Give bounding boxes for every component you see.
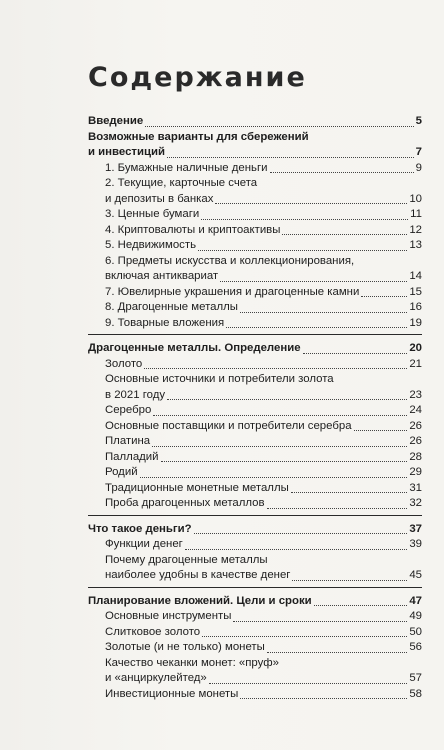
toc-entry-line: Возможные варианты для сбережений — [88, 130, 309, 143]
toc-entry[interactable] — [88, 223, 422, 239]
dot-leader — [226, 326, 407, 328]
toc-entry-title: Палладий — [105, 450, 159, 463]
dot-leader — [267, 651, 408, 653]
toc-entry[interactable] — [88, 419, 422, 435]
toc-entry[interactable] — [88, 434, 422, 450]
toc-entry-title: Планирование вложений. Цели и сроки — [88, 594, 312, 607]
toc-page-number: 19 — [409, 316, 422, 329]
toc-entry[interactable] — [88, 496, 422, 512]
toc-section — [88, 594, 422, 706]
toc-entry[interactable] — [88, 357, 422, 373]
toc-entry[interactable] — [88, 403, 422, 419]
dot-leader — [233, 620, 407, 622]
toc-entry[interactable] — [88, 594, 422, 610]
toc-section — [88, 341, 422, 516]
toc-entry-title: Золото — [105, 357, 143, 370]
dot-leader — [303, 352, 408, 354]
toc-page-number: 58 — [409, 687, 422, 700]
toc-entry-title: Платина — [105, 435, 151, 447]
toc-entry-title: Серебро — [105, 404, 152, 416]
toc-entry-title: Проба драгоценных металлов — [105, 497, 265, 509]
toc-entry-line: Основные источники и потребители золота — [105, 373, 334, 385]
table-of-contents — [88, 114, 422, 711]
toc-entry-title: Инвестиционные монеты — [105, 687, 239, 700]
toc-entry-title: наиболее удобны в качестве денег — [105, 569, 291, 581]
toc-page-number: 26 — [409, 419, 422, 432]
toc-entry[interactable] — [88, 671, 422, 687]
toc-page-number: 28 — [409, 450, 422, 463]
dot-leader — [267, 507, 408, 509]
toc-entry[interactable] — [88, 192, 422, 208]
toc-entry-title: и инвестиций — [88, 146, 166, 158]
toc-entry-line: Качество чеканки монет: «пруф» — [105, 656, 279, 669]
toc-entry-title: Родий — [105, 466, 138, 478]
toc-page-number: 56 — [409, 641, 422, 653]
dot-leader — [220, 280, 407, 282]
toc-entry[interactable] — [88, 114, 422, 130]
toc-entry-title: 8. Драгоценные металлы — [105, 301, 238, 313]
toc-page-number: 29 — [409, 466, 422, 478]
toc-page-number: 39 — [409, 538, 422, 550]
toc-page-number: 10 — [409, 192, 422, 205]
toc-page-number: 31 — [409, 481, 422, 494]
dot-leader — [361, 295, 407, 297]
dot-leader — [314, 604, 408, 606]
dot-leader — [354, 429, 408, 431]
dot-leader — [270, 171, 414, 173]
toc-entry-title: включая антиквариат — [105, 270, 219, 282]
toc-page-number: 16 — [409, 301, 422, 313]
toc-entry[interactable] — [88, 465, 422, 481]
toc-entry[interactable] — [88, 161, 422, 177]
toc-section — [88, 522, 422, 588]
toc-entry[interactable] — [88, 522, 422, 538]
dot-leader — [292, 579, 407, 581]
toc-entry-title: Введение — [88, 115, 144, 127]
toc-entry-title: 9. Товарные вложения — [105, 316, 225, 329]
toc-entry-title: Золотые (и не только) монеты — [105, 641, 265, 653]
toc-entry[interactable] — [88, 640, 422, 656]
dot-leader — [167, 398, 407, 400]
toc-entry[interactable] — [88, 687, 422, 703]
toc-entry[interactable] — [88, 207, 422, 223]
toc-page-number: 7 — [415, 146, 422, 158]
toc-entry[interactable] — [88, 388, 422, 404]
toc-page-number: 57 — [409, 672, 422, 684]
toc-page-number: 20 — [409, 342, 422, 354]
dot-leader — [240, 311, 407, 313]
toc-page-number: 26 — [409, 435, 422, 447]
dot-leader — [145, 125, 413, 127]
toc-page-number: 13 — [409, 239, 422, 251]
toc-entry[interactable] — [88, 609, 422, 625]
toc-page-number: 50 — [409, 625, 422, 638]
toc-entry-title: 5. Недвижимость — [105, 239, 197, 251]
dot-leader — [185, 548, 408, 550]
toc-entry[interactable] — [88, 450, 422, 466]
dot-leader — [201, 218, 408, 220]
toc-entry[interactable] — [88, 341, 422, 357]
dot-leader — [240, 697, 407, 699]
toc-entry-title: Основные поставщики и потребители серебра — [105, 419, 352, 432]
toc-entry-title: 3. Ценные бумаги — [105, 208, 200, 220]
toc-entry-title: Что такое деньги? — [88, 522, 192, 535]
dot-leader — [291, 491, 408, 493]
toc-page-number: 24 — [409, 404, 422, 416]
toc-entry[interactable] — [88, 238, 422, 254]
dot-leader — [140, 476, 408, 478]
toc-entry[interactable] — [88, 269, 422, 285]
toc-entry[interactable] — [88, 316, 422, 332]
toc-entry[interactable] — [88, 300, 422, 316]
toc-page-number: 11 — [410, 208, 422, 220]
dot-leader — [209, 682, 408, 684]
toc-page-number: 23 — [409, 388, 422, 401]
dot-leader — [215, 202, 407, 204]
toc-page-number: 49 — [409, 610, 422, 622]
toc-page-number: 12 — [409, 223, 422, 236]
toc-entry-title: Основные инструменты — [105, 610, 232, 622]
toc-entry-line: Почему драгоценные металлы — [105, 553, 268, 566]
dot-leader — [153, 414, 407, 416]
toc-page-number: 47 — [409, 594, 422, 607]
toc-page-number: 37 — [409, 522, 422, 535]
dot-leader — [144, 367, 407, 369]
toc-page-number: 15 — [409, 285, 422, 298]
toc-page-number: 14 — [409, 270, 422, 282]
toc-page-number: 9 — [415, 161, 422, 174]
toc-entry-title: Функции денег — [105, 538, 183, 550]
dot-leader — [194, 532, 408, 534]
toc-section — [88, 114, 422, 335]
dot-leader — [152, 445, 407, 447]
toc-entry-line: 6. Предметы искусства и коллекционирования, — [105, 254, 355, 267]
toc-entry-title: 1. Бумажные наличные деньги — [105, 161, 268, 174]
toc-page-number: 5 — [415, 115, 422, 127]
dot-leader — [198, 249, 407, 251]
toc-entry-title: Драгоценные металлы. Определение — [88, 342, 301, 354]
dot-leader — [161, 460, 408, 462]
toc-entry-title: в 2021 году — [105, 388, 166, 401]
page-title: Содержание — [88, 62, 307, 93]
toc-entry-title: 7. Ювелирные украшения и драгоценные камни — [105, 285, 360, 298]
toc-entry[interactable] — [88, 145, 422, 161]
toc-entry-line: 2. Текущие, карточные счета — [105, 177, 258, 189]
toc-entry-title: 4. Криптовалюты и криптоактивы — [105, 223, 281, 236]
toc-page-number: 32 — [409, 497, 422, 509]
toc-entry[interactable] — [88, 568, 422, 584]
dot-leader — [282, 233, 407, 235]
toc-entry[interactable] — [88, 537, 422, 553]
toc-entry-title: Слитковое золото — [105, 625, 201, 638]
toc-page-number: 21 — [409, 357, 422, 370]
dot-leader — [202, 635, 407, 637]
toc-entry[interactable] — [88, 625, 422, 641]
toc-entry[interactable] — [88, 285, 422, 301]
toc-entry[interactable] — [88, 481, 422, 497]
toc-entry-title: и депозиты в банках — [105, 192, 214, 205]
toc-entry-title: и «анциркулейтед» — [105, 672, 207, 684]
toc-entry-title: Традиционные монетные металлы — [105, 481, 289, 494]
dot-leader — [167, 156, 414, 158]
toc-page-number: 45 — [409, 569, 422, 581]
